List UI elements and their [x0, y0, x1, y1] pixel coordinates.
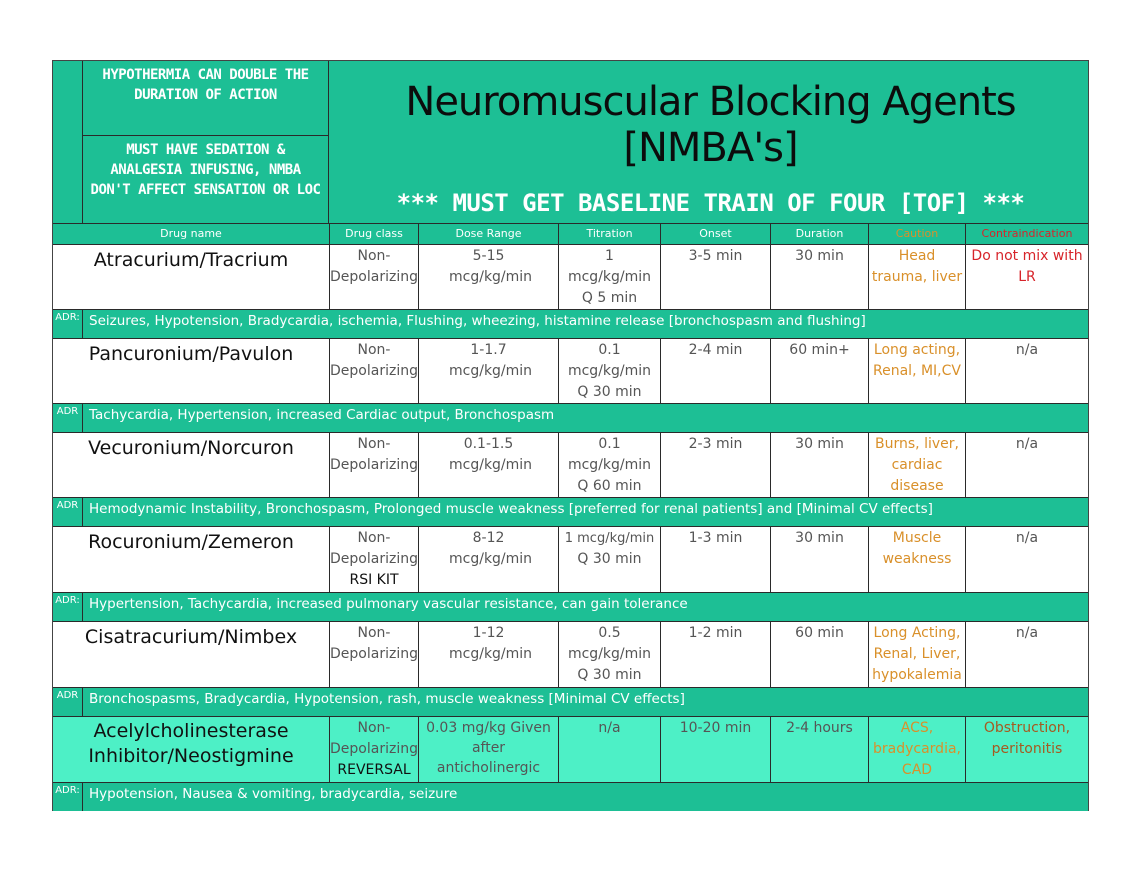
drug-row-pancuronium — [53, 338, 1088, 403]
header-block — [53, 61, 1088, 223]
titration-rate: 0.5 mcg/kg/min — [567, 625, 652, 662]
titration-interval: Q 30 min — [577, 667, 642, 683]
drug-row-cisatracurium — [53, 621, 1088, 687]
drug-class — [329, 527, 418, 592]
duration: 30 min — [770, 527, 868, 592]
titration-interval: Q 5 min — [581, 290, 638, 306]
titration-interval: Q 60 min — [577, 478, 642, 494]
rsi-kit-label: RSI KIT — [349, 572, 399, 588]
drug-name: Acelylcholinesterase Inhibitor/Neostigmine — [88, 720, 294, 767]
nmba-reference-sheet — [52, 60, 1089, 811]
contraindication: Obstruction, peritonitis — [965, 717, 1088, 782]
col-onset: Onset — [660, 224, 770, 244]
onset: 1-3 min — [660, 527, 770, 592]
titration — [558, 433, 660, 497]
drug-class: Non-Depolarizing — [329, 433, 418, 497]
caution: Long Acting, Renal, Liver, hypokalemia — [868, 622, 965, 687]
column-header-row — [53, 223, 1088, 244]
col-dose-range: Dose Range — [418, 224, 558, 244]
contraindication: n/a — [965, 527, 1088, 592]
drug-class: Non-Depolarizing — [329, 622, 418, 687]
drug-name: Vecuronium/Norcuron — [88, 437, 294, 459]
drug-row-neostigmine — [53, 716, 1088, 782]
adr-label: ADR: — [53, 593, 83, 621]
caution: Head trauma, liver — [868, 245, 965, 309]
titration-rate: 1 mcg/kg/min — [564, 531, 655, 546]
page-title: Neuromuscular Blocking Agents [NMBA's] — [405, 79, 1016, 171]
drug-name: Atracurium/Tracrium — [93, 249, 289, 271]
titration-rate: 0.1 mcg/kg/min — [567, 436, 652, 473]
titration-rate: 0.1 mcg/kg/min — [567, 342, 652, 379]
adr-label: ADR: — [53, 783, 83, 811]
adr-row-vecuronium — [53, 497, 1088, 526]
adr-text: Tachycardia, Hypertension, increased Cardiac output, Bronchospasm — [89, 407, 555, 423]
contraindication: n/a — [965, 622, 1088, 687]
drug-name: Rocuronium/Zemeron — [88, 531, 294, 553]
drug-class-text: Non-Depolarizing — [330, 530, 418, 567]
titration-rate: 1 mcg/kg/min — [567, 248, 652, 285]
header-stub — [53, 61, 83, 223]
hypothermia-note: HYPOTHERMIA CAN DOUBLE THE DURATION OF ACTION — [83, 61, 329, 136]
dose-range: 1-1.7 mcg/kg/min — [418, 339, 558, 403]
titration: n/a — [558, 717, 660, 782]
adr-row-pancuronium — [53, 403, 1088, 432]
duration: 60 min — [770, 622, 868, 687]
duration: 30 min — [770, 433, 868, 497]
contraindication: n/a — [965, 433, 1088, 497]
dose-range: 8-12 mcg/kg/min — [418, 527, 558, 592]
duration: 30 min — [770, 245, 868, 309]
col-drug-class: Drug class — [329, 224, 418, 244]
dose-range: 0.1-1.5 mcg/kg/min — [418, 433, 558, 497]
drug-class-text: Non-Depolarizing — [330, 720, 418, 757]
titration-interval: Q 30 min — [577, 384, 642, 400]
drug-row-rocuronium — [53, 526, 1088, 592]
adr-text: Hemodynamic Instability, Bronchospasm, Prolonged muscle weakness [preferred for renal patients] and [Minimal CV effects] — [89, 501, 933, 517]
titration — [558, 245, 660, 309]
adr-text: Bronchospasms, Bradycardia, Hypotension, rash, muscle weakness [Minimal CV effects] — [89, 691, 685, 707]
titration — [558, 622, 660, 687]
adr-row-neostigmine — [53, 782, 1088, 811]
titration-interval: Q 30 min — [577, 551, 642, 567]
col-caution: Caution — [868, 224, 965, 244]
adr-row-atracurium — [53, 309, 1088, 338]
adr-label: ADR — [53, 404, 83, 432]
adr-text: Hypotension, Nausea & vomiting, bradycardia, seizure — [89, 786, 458, 802]
adr-text: Seizures, Hypotension, Bradycardia, ischemia, Flushing, wheezing, histamine release [bronchospasm and flushing] — [89, 313, 866, 329]
drug-class: Non-Depolarizing — [329, 339, 418, 403]
caution: ACS, bradycardia, CAD — [868, 717, 965, 782]
reversal-label: REVERSAL — [337, 762, 411, 778]
contraindication: Do not mix with LR — [965, 245, 1088, 309]
col-duration: Duration — [770, 224, 868, 244]
drug-row-vecuronium — [53, 432, 1088, 497]
drug-row-atracurium — [53, 244, 1088, 309]
dose-range: 0.03 mg/kg Given after anticholinergic — [418, 717, 558, 782]
onset: 3-5 min — [660, 245, 770, 309]
page-subtitle: *** MUST GET BASELINE TRAIN OF FOUR [TOF] *** — [396, 189, 1025, 217]
sedation-note: MUST HAVE SEDATION & ANALGESIA INFUSING, NMBA DON'T AFFECT SENSATION OR LOC — [83, 136, 329, 223]
col-contraindication: Contraindication — [965, 224, 1088, 244]
adr-label: ADR — [53, 688, 83, 716]
adr-row-rocuronium — [53, 592, 1088, 621]
dose-range: 5-15 mcg/kg/min — [418, 245, 558, 309]
caution: Burns, liver, cardiac disease — [868, 433, 965, 497]
col-titration: Titration — [558, 224, 660, 244]
adr-text: Hypertension, Tachycardia, increased pulmonary vascular resistance, can gain tolerance — [89, 596, 688, 612]
dose-range: 1-12 mcg/kg/min — [418, 622, 558, 687]
col-drug-name: Drug name — [160, 227, 222, 240]
drug-class: Non-Depolarizing — [329, 245, 418, 309]
duration: 60 min+ — [770, 339, 868, 403]
adr-row-cisatracurium — [53, 687, 1088, 716]
titration — [558, 339, 660, 403]
adr-label: ADR: — [53, 310, 83, 338]
drug-name: Pancuronium/Pavulon — [88, 343, 294, 365]
caution: Muscle weakness — [868, 527, 965, 592]
duration: 2-4 hours — [770, 717, 868, 782]
onset: 2-4 min — [660, 339, 770, 403]
titration — [558, 527, 660, 592]
drug-class — [329, 717, 418, 782]
adr-label: ADR — [53, 498, 83, 526]
onset: 10-20 min — [660, 717, 770, 782]
contraindication: n/a — [965, 339, 1088, 403]
onset: 1-2 min — [660, 622, 770, 687]
caution: Long acting, Renal, MI,CV — [868, 339, 965, 403]
drug-name: Cisatracurium/Nimbex — [84, 626, 298, 648]
onset: 2-3 min — [660, 433, 770, 497]
